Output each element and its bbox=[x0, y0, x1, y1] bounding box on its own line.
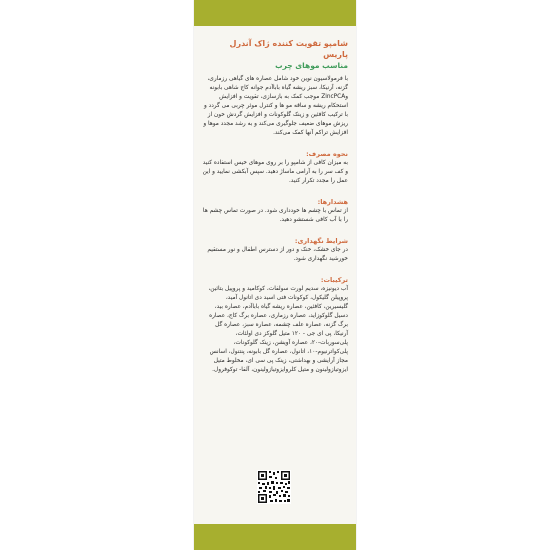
storage-text: در جای خشک، خنک و دور از دسترس اطفال و نور مستقیم خورشید نگهداری شود. bbox=[207, 247, 348, 262]
product-subtitle: مناسب موهای چرب bbox=[275, 61, 348, 70]
ingredients-heading: ترکیبات: bbox=[320, 276, 348, 284]
warning-text: از تماس با چشم ها خودداری شود. در صورت تماس چشم ها را با آب کافی شستشو دهید. bbox=[202, 208, 348, 223]
label-text-area bbox=[202, 38, 348, 375]
product-title: شامپو تقویت کننده ژاک آندرل پاریس bbox=[229, 39, 348, 59]
product-box bbox=[194, 0, 356, 550]
usage-heading: نحوه مصرف: bbox=[306, 150, 348, 158]
qr-code-graphic bbox=[257, 470, 291, 504]
bottom-color-band bbox=[194, 524, 356, 550]
usage-text: به میزان کافی از شامپو را بر روی موهای خیس استفاده کنید و کف سر را به آرامی ماساژ دهید. سپس آبکشی نمایید و این عمل را مجدد تکرار کنید. bbox=[202, 160, 348, 184]
warning-heading: هشدارها: bbox=[317, 198, 348, 206]
storage-heading: شرایط نگهداری: bbox=[294, 237, 348, 245]
description-text: با فرمولاسیون نوین خود شامل عصاره های گیاهی رزماری، گزنه، آرنیکا، سبز ریشه گیاه باباآدم جوانه کاج شاهی بابونه وZincPCA موجب کمک به بازسازی، تقویت و افزایش استحکام ریشه و ساقه مو ها و کنترل موثر چربی می گردد و با ترکیب کافئین و زینک گلوکونات و افزایش گردش خون از ریزش موهای ضعیف جلوگیری می‌کند و به رشد مجدد موها و افزایش تراکم آنها کمک می‌کند. bbox=[203, 76, 348, 136]
top-color-band bbox=[194, 0, 356, 26]
ingredients-text: آب دیونیزه، سدیم لورت سولفات، کوکامید و پروپیل بتائین، پروپیلن گلیکول، کوکونات فتی اسید دی اتانول آمید، گلیسیرین، کافئین، عصاره ریشه گیاه باباآدم، عصاره بید، دسیل گلوکوزاید، عصاره رزماری، عصاره برگ کاج، عصاره برگ گزنه، عصاره علف چشمه، عصاره سبز، عصاره گل آرنیکا، پی ای جی - ۱۲۰ متیل گلوکز دی اولئات، پلی‌سوربات-۲۰، عصاره آویشن، زینک گلوکونات، پلی‌کواترنیوم-۱۰، اتانول، عصاره گل بابونه، پنتنول، اسانس مجاز آرایشی و بهداشتی، زینک پی سی ای، مخلوط متیل ایزوتیازولینون و متیل کلروایزوتیازولینون، آلفا- توکوفرول. bbox=[208, 286, 348, 373]
qr-code-icon bbox=[257, 470, 291, 504]
